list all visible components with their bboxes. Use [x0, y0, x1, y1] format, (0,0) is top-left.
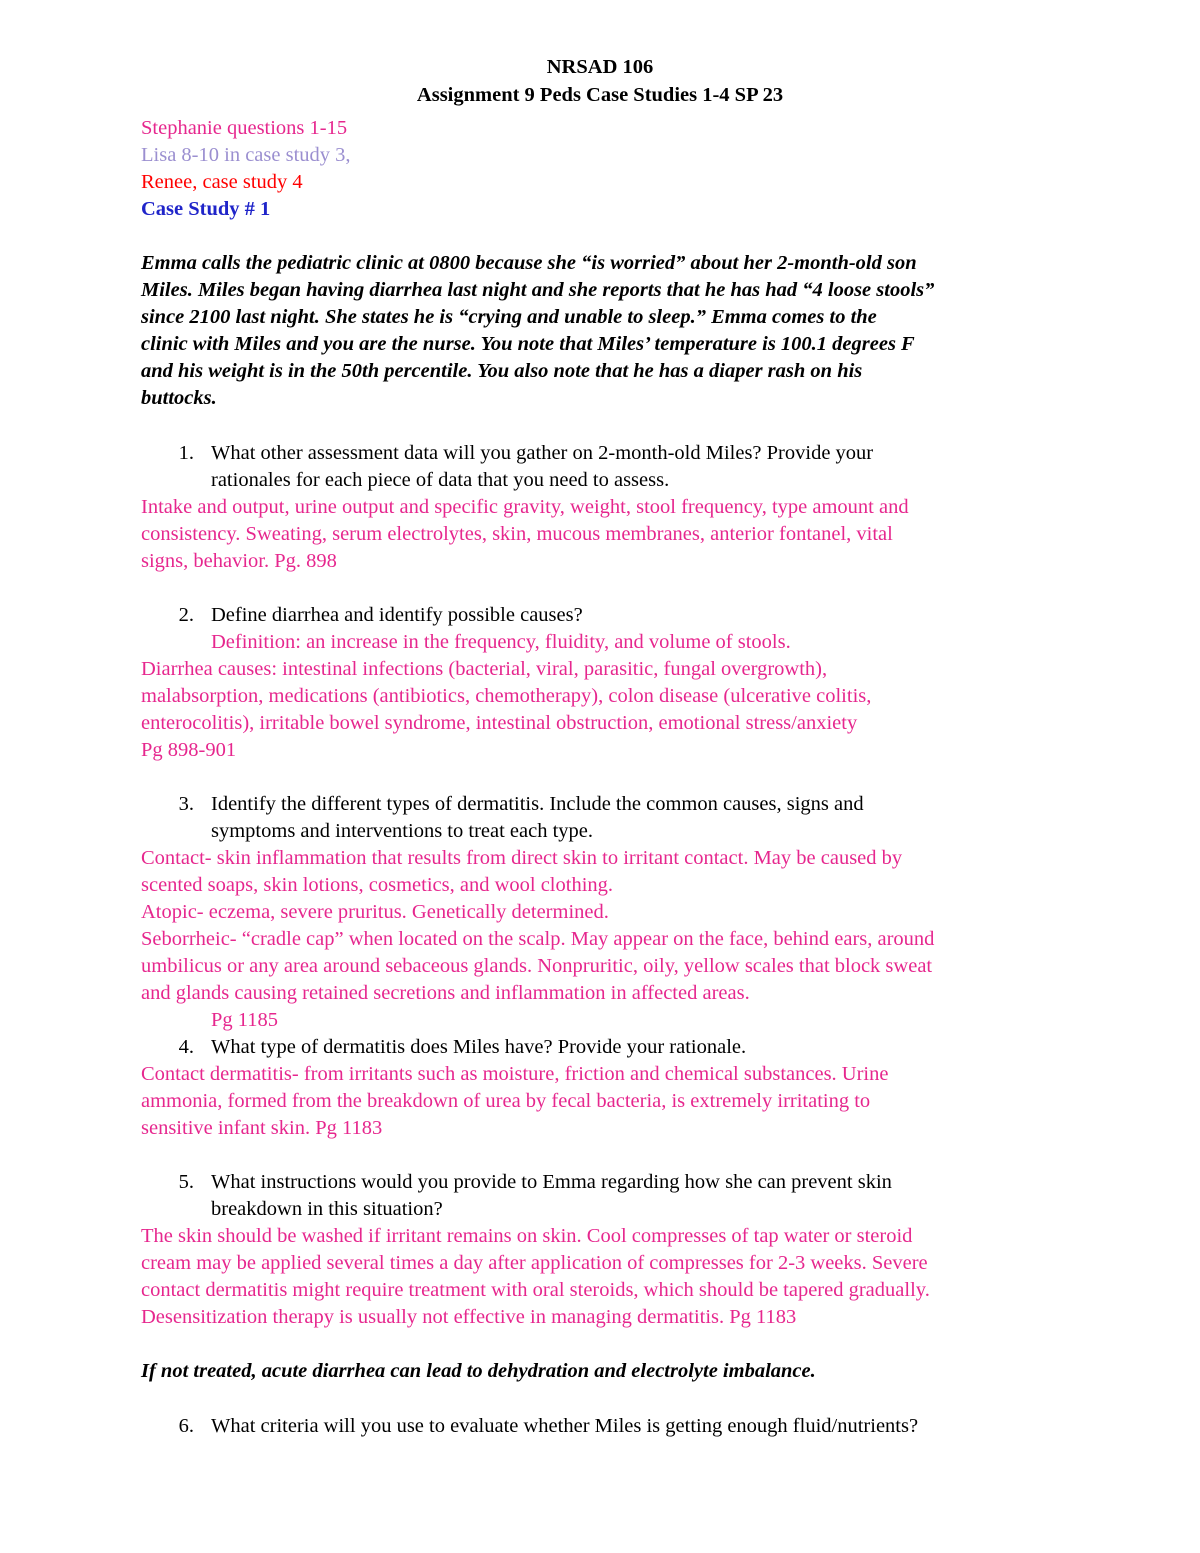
- question-number: 4.: [178, 1036, 194, 1058]
- answer-text: Atopic- eczema, severe pruritus. Genetically determined.: [141, 901, 609, 923]
- answer-text: Intake and output, urine output and specific gravity, weight, stool frequency, type amount and: [141, 496, 909, 518]
- answer-text: Diarrhea causes: intestinal infections (bacterial, viral, parasitic, fungal overgrowth),: [141, 658, 828, 680]
- question-number: 2.: [178, 604, 194, 626]
- answer-text: malabsorption, medications (antibiotics, chemotherapy), colon disease (ulcerative colitis,: [141, 685, 872, 707]
- assignee-renee: Renee, case study 4: [141, 171, 303, 193]
- question-text: What criteria will you use to evaluate whether Miles is getting enough fluid/nutrients?: [211, 1415, 919, 1437]
- scenario-line: Emma calls the pediatric clinic at 0800 because she “is worried” about her 2-month-old son: [141, 252, 917, 274]
- question-text: rationales for each piece of data that you need to assess.: [211, 469, 670, 491]
- question-text: Identify the different types of dermatitis. Include the common causes, signs and: [211, 793, 864, 815]
- scenario-line: Miles. Miles began having diarrhea last night and she reports that he has had “4 loose stools”: [141, 279, 935, 301]
- question-number: 5.: [178, 1171, 194, 1193]
- answer-text: sensitive infant skin. Pg 1183: [141, 1117, 383, 1139]
- answer-text: contact dermatitis might require treatment with oral steroids, which should be tapered gradually.: [141, 1279, 930, 1301]
- assignment-title: Assignment 9 Peds Case Studies 1-4 SP 23: [416, 84, 784, 106]
- answer-page-ref: Pg 1185: [211, 1009, 279, 1031]
- assignee-stephanie: Stephanie questions 1-15: [141, 117, 348, 139]
- scenario-line: and his weight is in the 50th percentile. You also note that he has a diaper rash on his: [141, 360, 863, 382]
- answer-text: Contact dermatitis- from irritants such as moisture, friction and chemical substances. Urine: [141, 1063, 889, 1085]
- scenario-line: since 2100 last night. She states he is “crying and unable to sleep.” Emma comes to the: [141, 306, 877, 328]
- answer-text: umbilicus or any area around sebaceous glands. Nonpruritic, oily, yellow scales that block sweat: [141, 955, 933, 977]
- case-study-title: Case Study # 1: [141, 198, 271, 220]
- answer-text: scented soaps, skin lotions, cosmetics, and wool clothing.: [141, 874, 614, 896]
- question-text: What instructions would you provide to Emma regarding how she can prevent skin: [211, 1171, 892, 1193]
- answer-text: Desensitization therapy is usually not effective in managing dermatitis. Pg 1183: [141, 1306, 797, 1328]
- question-number: 1.: [178, 442, 194, 464]
- course-title: NRSAD 106: [546, 56, 654, 78]
- question-text: breakdown in this situation?: [211, 1198, 443, 1220]
- scenario-line: buttocks.: [141, 387, 217, 409]
- answer-text: ammonia, formed from the breakdown of urea by fecal bacteria, is extremely irritating to: [141, 1090, 871, 1112]
- scenario-line: clinic with Miles and you are the nurse. You note that Miles’ temperature is 100.1 degrees F: [141, 333, 915, 355]
- question-text: Define diarrhea and identify possible causes?: [211, 604, 583, 626]
- answer-text: cream may be applied several times a day after application of compresses for 2-3 weeks. Severe: [141, 1252, 928, 1274]
- answer-text: consistency. Sweating, serum electrolytes, skin, mucous membranes, anterior fontanel, vital: [141, 523, 893, 545]
- answer-text: Contact- skin inflammation that results from direct skin to irritant contact. May be caused by: [141, 847, 903, 869]
- answer-text: signs, behavior. Pg. 898: [141, 550, 337, 572]
- diarrhea-note: If not treated, acute diarrhea can lead to dehydration and electrolyte imbalance.: [141, 1360, 816, 1382]
- question-text: What type of dermatitis does Miles have? Provide your rationale.: [211, 1036, 747, 1058]
- answer-text: and glands causing retained secretions and inflammation in affected areas.: [141, 982, 750, 1004]
- question-text: symptoms and interventions to treat each type.: [211, 820, 594, 842]
- answer-text: Seborrheic- “cradle cap” when located on the scalp. May appear on the face, behind ears, around: [141, 928, 935, 950]
- question-number: 3.: [178, 793, 194, 815]
- assignee-lisa: Lisa 8-10 in case study 3,: [141, 144, 351, 166]
- answer-definition: Definition: an increase in the frequency, fluidity, and volume of stools.: [211, 631, 791, 653]
- answer-text: enterocolitis), irritable bowel syndrome, intestinal obstruction, emotional stress/anxiety: [141, 712, 858, 734]
- answer-text: Pg 898-901: [141, 739, 237, 761]
- question-text: What other assessment data will you gather on 2-month-old Miles? Provide your: [211, 442, 874, 464]
- question-number: 6.: [178, 1415, 194, 1437]
- answer-text: The skin should be washed if irritant remains on skin. Cool compresses of tap water or steroid: [141, 1225, 913, 1247]
